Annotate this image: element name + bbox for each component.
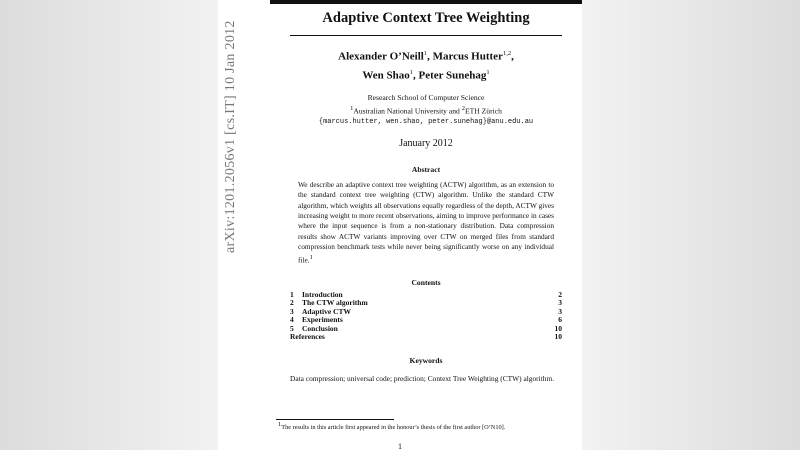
toc-page: 2 xyxy=(558,289,562,299)
paper-page xyxy=(218,0,582,450)
author-list: Alexander O’Neill$^1$, Marcus Hutter$^{1,2}$, Wen Shao$^1$, Peter Sunehag$^1$ xyxy=(338,50,514,82)
toc-number: 3 xyxy=(290,306,294,316)
affiliation-school: Research School of Computer Science xyxy=(367,93,485,103)
abstract-body xyxy=(298,180,554,266)
affiliation-institutions xyxy=(290,103,562,117)
author-name: Alexander O’Neill xyxy=(338,50,424,63)
paper-title: Adaptive Context Tree Weighting xyxy=(322,10,530,26)
toc-label: Conclusion xyxy=(302,323,338,333)
footnote-rule xyxy=(276,419,394,420)
author-name: Wen Shao xyxy=(362,69,410,82)
top-rule xyxy=(270,0,582,4)
author-affil-mark: 1 xyxy=(423,50,428,57)
footnote xyxy=(278,421,578,432)
keywords-text: Data compression; universal code; prediction; Context Tree Weighting (CTW) algorithm. xyxy=(290,374,555,384)
author-name: Marcus Hutter xyxy=(432,50,503,63)
page-number: 1 xyxy=(398,442,402,450)
paper-date: January 2012 xyxy=(399,137,453,149)
background-left xyxy=(0,0,218,450)
author-emails: {marcus.hutter, wen.shao, peter.sunehag}@anu.edu.au xyxy=(318,117,534,126)
toc-number: 4 xyxy=(290,315,294,325)
toc-page: 3 xyxy=(558,298,562,308)
toc-label: Experiments xyxy=(302,315,343,325)
table-of-contents xyxy=(290,291,562,343)
keywords-heading: Keywords xyxy=(409,356,443,366)
paper-content xyxy=(290,8,562,384)
abstract-text: We describe an adaptive context tree weighting (ACTW) algorithm, as an extension to the standard context tree weighting (CTW) algorithm. Unlike the standard CTW algorithm, which weights all observations equally regardless of the depth, ACTW gives increasing weight to more recent observations, aiming to improve performance in cases where the input sequence is from a non-stationary distribution. Data compression results show ACTW variants improving over CTW on merged files from standard compression benchmark tests while never being significantly worse on any individual file. xyxy=(298,179,554,265)
toc-page: 10 xyxy=(554,323,562,333)
author-affil-mark: 1 xyxy=(409,68,413,76)
title-rule xyxy=(290,35,562,36)
toc-number: 1 xyxy=(290,289,294,299)
toc-number: 2 xyxy=(290,298,294,308)
toc-number: 5 xyxy=(290,323,294,333)
author-affil-mark: 1,2 xyxy=(502,50,512,57)
affiliation-block xyxy=(290,92,562,128)
toc-label: References xyxy=(290,332,325,342)
toc-item[interactable] xyxy=(290,333,562,342)
affil-mark: 2 xyxy=(461,105,465,113)
footnote-text: The results in this article first appeared in the honour’s thesis of the first author [O’N10]. xyxy=(281,424,506,432)
author-affil-mark: 1 xyxy=(486,68,490,76)
arxiv-sidebar xyxy=(218,0,238,450)
toc-page: 3 xyxy=(558,306,562,316)
toc-label: Introduction xyxy=(302,289,343,299)
toc-page: 10 xyxy=(554,332,562,342)
affil-mark: 1 xyxy=(350,105,354,113)
toc-page: 6 xyxy=(558,315,562,325)
toc-label: The CTW algorithm xyxy=(302,298,368,308)
toc-item[interactable] xyxy=(290,325,562,334)
arxiv-stamp: arXiv:1201.2056v1 [cs.IT] 10 Jan 2012 xyxy=(223,20,238,253)
contents-heading: Contents xyxy=(411,277,441,287)
footnote-mark: 1 xyxy=(278,421,282,428)
background-right xyxy=(582,0,800,450)
affil-inst: Australian National University and xyxy=(353,106,462,116)
affil-inst: ETH Zürich xyxy=(465,106,502,116)
footnote-mark: 1 xyxy=(309,253,313,261)
author-name: Peter Sunehag xyxy=(418,69,487,82)
abstract-heading: Abstract xyxy=(411,164,441,174)
toc-label: Adaptive CTW xyxy=(302,306,351,316)
